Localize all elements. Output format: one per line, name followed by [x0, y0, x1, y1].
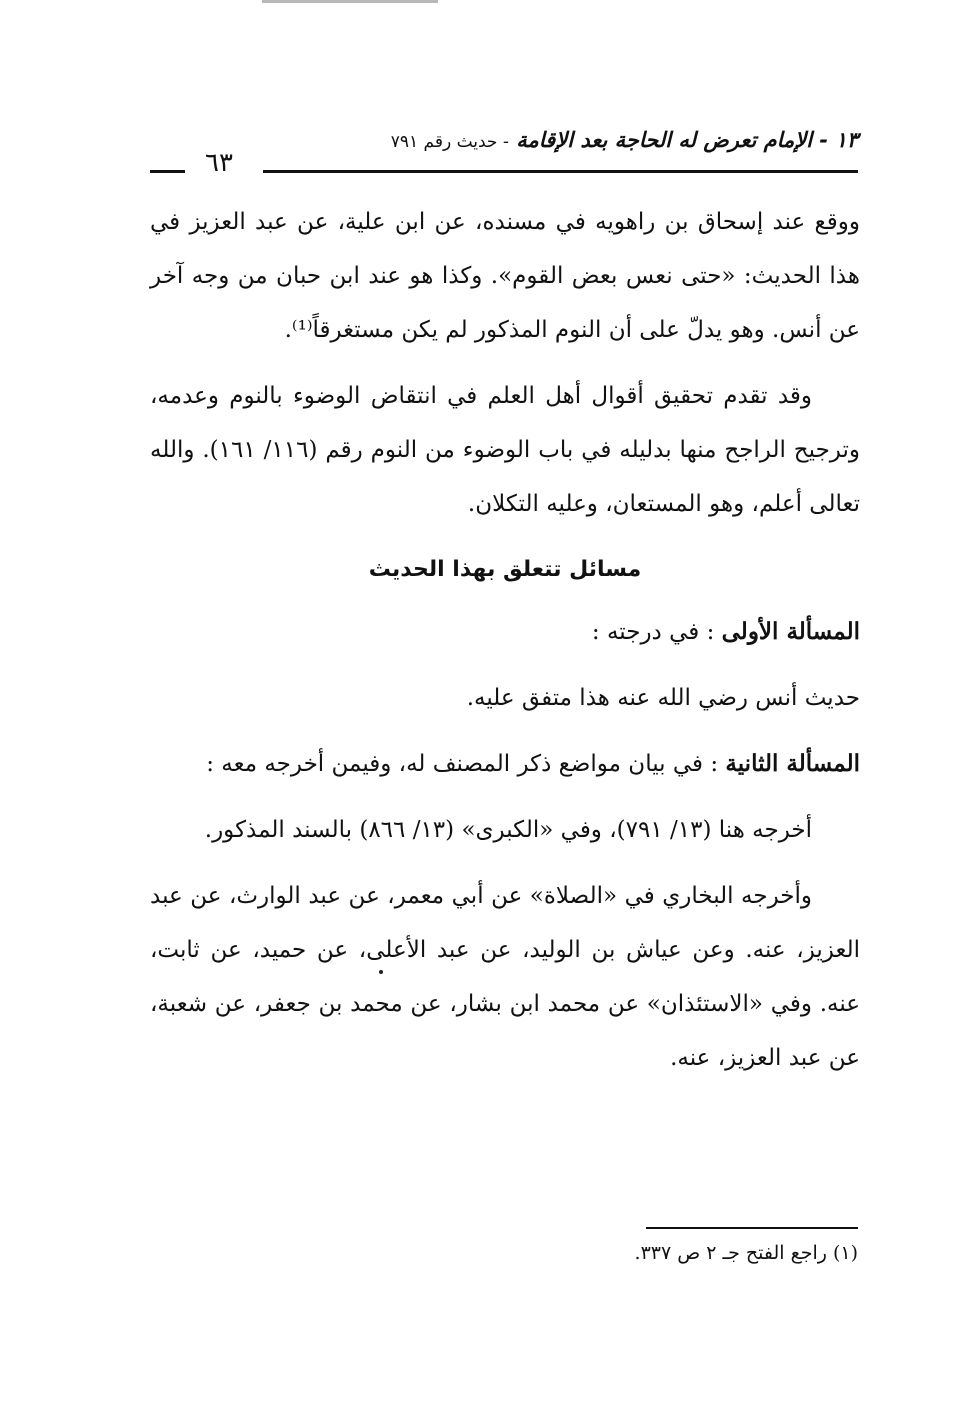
running-title-hadith-number: - حديث رقم ٧٩١: [390, 132, 509, 152]
top-scan-rule: [262, 0, 438, 3]
page-number-dash: [150, 170, 185, 173]
running-title: [391, 128, 858, 152]
question-2-label: المسألة الثانية: [725, 750, 860, 777]
question-2-text: : في بيان مواضع ذكر المصنف له، وفيمن أخرجه معه :: [206, 751, 719, 777]
footnote: (١) راجع الفتح جـ ٢ ص ٣٣٧.: [634, 1242, 858, 1264]
scan-speck: [379, 970, 383, 974]
footnote-rule: [646, 1227, 858, 1229]
question-2-answer-2: وأخرجه البخاري في «الصلاة» عن أبي معمر، عن عبد الوارث، عن عبد العزيز، عنه. وعن عياش بن الوليد، عن عبد الأعلى، عن حميد، عن ثابت، عنه. وفي «الاستئذان» عن محمد ابن بشار، عن محمد بن جعفر، عن شعبة، عن عبد العزيز، عنه.: [150, 883, 860, 1071]
paragraph-1: ووقع عند إسحاق بن راهويه في مسنده، عن ابن علية، عن عبد العزيز في هذا الحديث: «حتى نعس بعض القوم». وكذا هو عند ابن حبان من وجه آخر عن أنس. وهو يدلّ على أن النوم المذكور لم يكن مستغرقاً⁽¹⁾.: [150, 209, 860, 343]
question-2: [150, 737, 860, 791]
page-header: [150, 128, 858, 178]
question-1-text: : في درجته :: [591, 619, 715, 645]
running-title-main: ١٣ - الإمام تعرض له الحاجة بعد الإقامة: [516, 128, 858, 152]
question-1-answer: حديث أنس رضي الله عنه هذا متفق عليه.: [466, 685, 860, 711]
question-2-answer-1: أخرجه هنا (١٣/ ٧٩١)، وفي «الكبرى» (١٣/ ٨٦٦) بالسند المذكور.: [204, 817, 812, 843]
paragraph-2: وقد تقدم تحقيق أقوال أهل العلم في انتقاض الوضوء بالنوم وعدمه، وترجيح الراجح منها بدليله في باب الوضوء من النوم رقم (١١٦/ ١٦١). والله تعالى أعلم، وهو المستعان، وعليه التكلان.: [150, 383, 861, 517]
question-1-label: المسألة الأولى: [721, 618, 860, 645]
header-rule: [263, 170, 858, 173]
section-title: مسائل تتعلق بهذا الحديث: [368, 557, 642, 582]
question-1: [150, 605, 860, 659]
page-number: ٦٣: [205, 148, 233, 178]
page-body: [150, 195, 860, 1097]
